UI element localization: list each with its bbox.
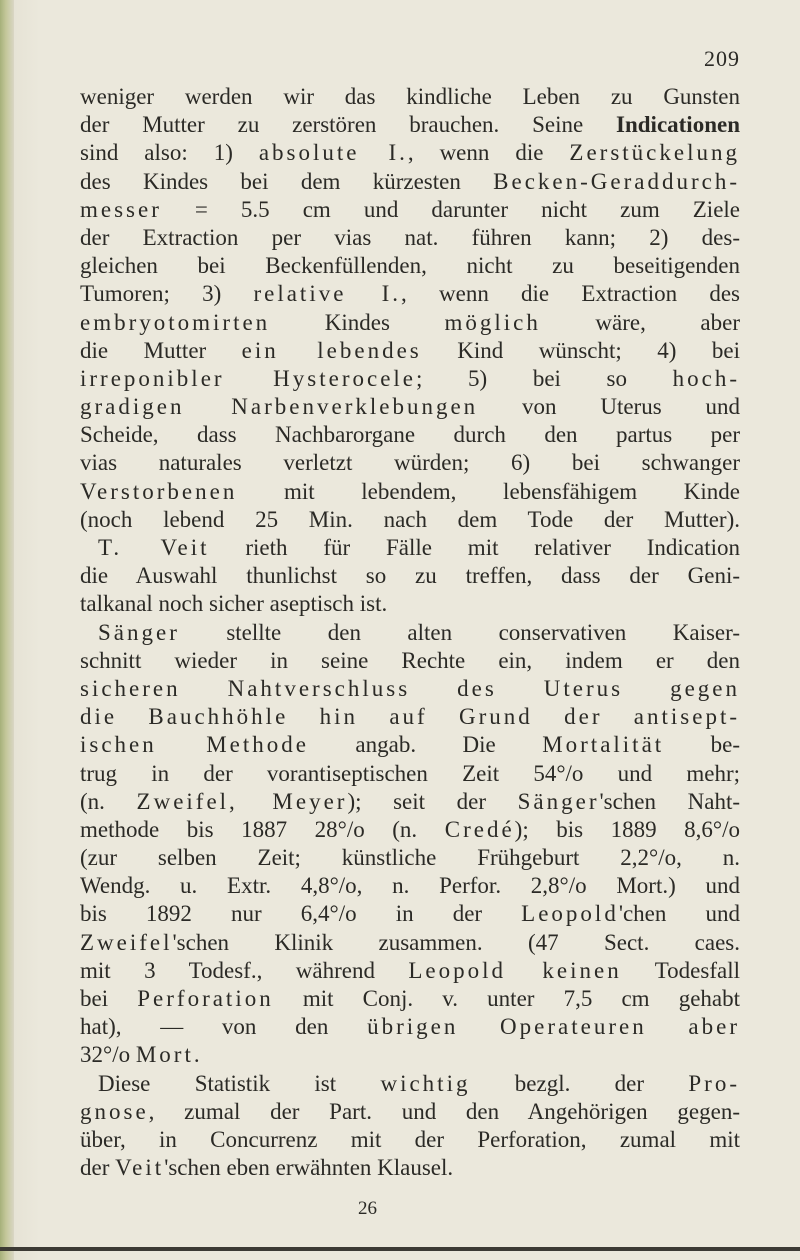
text-line: mit 3 Todesf., während Leopold keinen Todesfall bbox=[80, 957, 740, 983]
text-line: Sänger stellte den alten conservativen Kaiser- bbox=[98, 619, 740, 645]
text-line: der Veit'schen eben erwähnten Klausel. bbox=[80, 1155, 454, 1181]
text-line: sind also: 1) absolute I., wenn die Zerstückelung bbox=[80, 140, 740, 166]
spaced-emphasis: Becken-Geraddurch- bbox=[493, 168, 740, 194]
spaced-emphasis: embryotomirten bbox=[80, 309, 271, 335]
spaced-emphasis: absolute I. bbox=[258, 140, 408, 166]
spaced-emphasis: die Bauchhöhle hin auf Grund der antisept- bbox=[80, 704, 740, 730]
text-line: gnose, zumal der Part. und den Angehörigen gegen- bbox=[80, 1098, 740, 1124]
bottom-rule bbox=[0, 1247, 800, 1251]
spaced-emphasis: Mort. bbox=[135, 1042, 203, 1068]
text-line: (n. Zweifel, Meyer); seit der Sänger'schen Naht- bbox=[80, 788, 740, 814]
text-line: vias naturales verletzt würden; 6) bei schwanger bbox=[80, 450, 740, 476]
text-line bbox=[80, 703, 740, 731]
text-line: der Mutter zu zerstören brauchen. Seine Indicationen bbox=[80, 112, 740, 138]
text-line: die Mutter ein lebendes Kind wünscht; 4) bei bbox=[80, 337, 740, 363]
text-line: ischen Methode angab. Die Mortalität be- bbox=[80, 732, 740, 758]
text-line: schnitt wieder in seine Rechte ein, indem er den bbox=[80, 647, 740, 673]
text-line: bei Perforation mit Conj. v. unter 7,5 cm gehabt bbox=[80, 986, 740, 1011]
spaced-emphasis: Sänger bbox=[98, 619, 180, 645]
spaced-emphasis: Mortalität bbox=[542, 732, 665, 758]
spaced-emphasis: Veit bbox=[115, 1155, 165, 1181]
spaced-emphasis: gnose bbox=[80, 1098, 149, 1124]
page-binding-edge bbox=[0, 0, 14, 1260]
text-line: embryotomirten Kindes möglich wäre, aber bbox=[80, 309, 740, 335]
spaced-emphasis: Leopold bbox=[521, 901, 619, 927]
spaced-emphasis: übrigen Operateuren aber bbox=[367, 1014, 740, 1040]
spaced-emphasis: möglich bbox=[444, 309, 541, 335]
spaced-emphasis: hoch- bbox=[672, 365, 740, 391]
text-line: Zweifel'schen Klinik zusammen. (47 Sect. caes. bbox=[80, 929, 740, 955]
spaced-emphasis: Credé bbox=[444, 816, 515, 842]
spaced-emphasis: Perforation bbox=[137, 986, 274, 1011]
spaced-emphasis: irreponibler Hysterocele bbox=[80, 365, 417, 391]
spaced-emphasis: Pro- bbox=[688, 1070, 740, 1096]
text-line: 32°/o Mort. bbox=[80, 1042, 203, 1068]
text-line: gleichen bei Beckenfüllenden, nicht zu beseitigenden bbox=[80, 253, 740, 279]
text-line: gradigen Narbenverklebungen von Uterus und bbox=[80, 394, 740, 420]
spaced-emphasis: gradigen Narbenverklebungen bbox=[80, 394, 479, 420]
text-line: bis 1892 nur 6,4°/o in der Leopold'chen und bbox=[80, 901, 740, 927]
text-line: der Extraction per vias nat. führen kann; 2) des- bbox=[80, 224, 740, 250]
spaced-emphasis: Zerstückelung bbox=[569, 140, 740, 166]
spaced-emphasis: ein lebendes bbox=[241, 337, 422, 363]
text-line: die Auswahl thunlichst so zu treffen, dass der Geni- bbox=[80, 563, 740, 589]
spaced-emphasis: T. Veit bbox=[98, 535, 210, 560]
text-line: irreponibler Hysterocele; 5) bei so hoch- bbox=[80, 365, 740, 391]
bold-emphasis: Indicationen bbox=[616, 112, 740, 138]
signature-mark: 26 bbox=[358, 1198, 377, 1219]
text-line: hat), — von den übrigen Operateuren aber bbox=[80, 1014, 740, 1040]
text-line: T. Veit rieth für Fälle mit relativer Indication bbox=[98, 535, 740, 560]
text-line: Tumoren; 3) relative I., wenn die Extraction des bbox=[80, 281, 740, 307]
text-line: methode bis 1887 28°/o (n. Credé); bis 1889 8,6°/o bbox=[80, 816, 740, 842]
text-line: Verstorbenen mit lebendem, lebensfähigem Kinde bbox=[80, 478, 740, 504]
text-line: Diese Statistik ist wichtig bezgl. der Pro- bbox=[98, 1070, 740, 1096]
page-number: 209 bbox=[704, 46, 740, 71]
text-line: talkanal noch sicher aseptisch ist. bbox=[80, 591, 388, 617]
spaced-emphasis: sicheren Nahtverschluss des Uterus gegen bbox=[80, 675, 740, 701]
spaced-emphasis: messer bbox=[80, 196, 162, 222]
text-line: messer = 5.5 cm und darunter nicht zum Ziele bbox=[80, 196, 740, 222]
spaced-emphasis: ischen Methode bbox=[80, 732, 309, 758]
spaced-emphasis: Verstorbenen bbox=[80, 478, 238, 504]
text-line: (zur selben Zeit; künstliche Frühgeburt 2,2°/o, n. bbox=[80, 845, 740, 871]
text-line: des Kindes bei dem kürzesten Becken-Geraddurch- bbox=[80, 168, 740, 194]
spaced-emphasis: Leopold keinen bbox=[408, 957, 622, 983]
text-line: Wendg. u. Extr. 4,8°/o, n. Perfor. 2,8°/o Mort.) und bbox=[80, 873, 740, 899]
body-text bbox=[80, 83, 740, 1182]
text-line: (noch lebend 25 Min. nach dem Tode der Mutter). bbox=[80, 506, 740, 532]
spaced-emphasis: Zweifel bbox=[80, 929, 173, 955]
spaced-emphasis: Zweifel, Meyer bbox=[136, 788, 348, 814]
text-line bbox=[80, 675, 740, 703]
spaced-emphasis: Sänger bbox=[517, 788, 600, 814]
spaced-emphasis: relative I. bbox=[253, 281, 402, 307]
text-line: über, in Concurrenz mit der Perforation, zumal mit bbox=[80, 1126, 740, 1152]
text-line: trug in der vorantiseptischen Zeit 54°/o und mehr; bbox=[80, 760, 740, 786]
spaced-emphasis: wichtig bbox=[380, 1070, 471, 1096]
text-line: weniger werden wir das kindliche Leben zu Gunsten bbox=[80, 84, 740, 109]
text-line: Scheide, dass Nachbarorgane durch den partus per bbox=[80, 422, 740, 448]
